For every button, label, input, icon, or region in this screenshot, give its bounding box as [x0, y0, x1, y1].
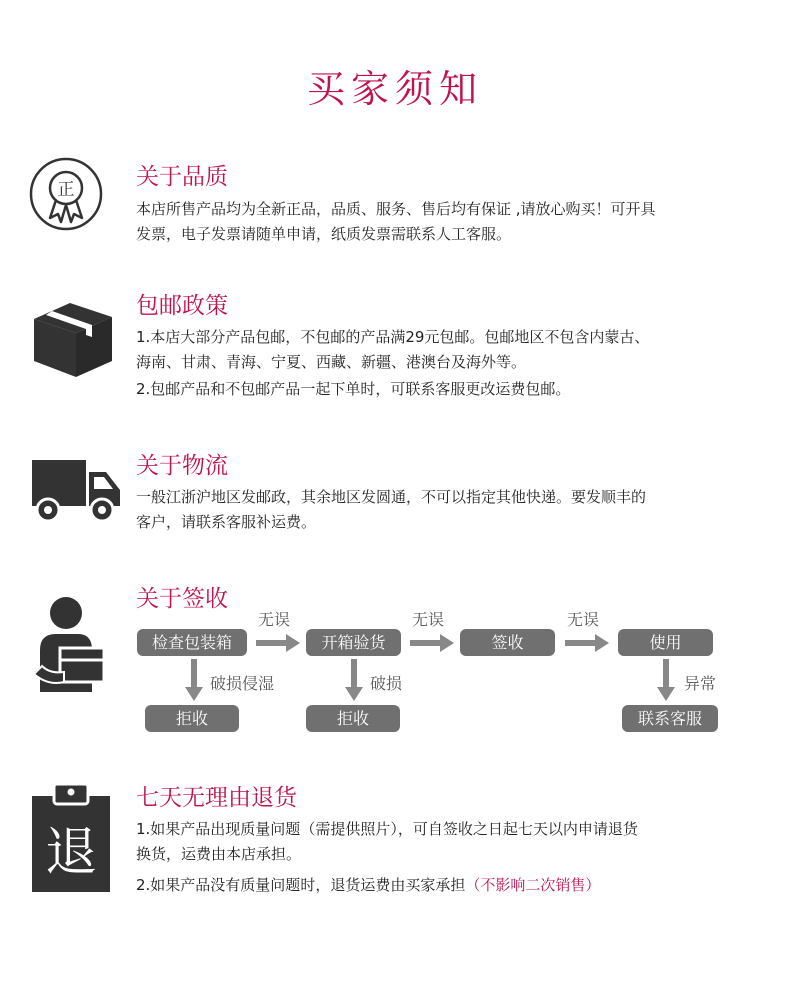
shipping-line-1: 1.本店大部分产品包邮，不包邮的产品满29元包邮。包邮地区不包含内蒙古、	[136, 328, 650, 346]
shipping-text-1	[136, 325, 649, 375]
quality-line-1: 本店所售产品均为全新正品，品质、服务、售后均有保证 ,请放心购买！可开具	[136, 200, 656, 218]
step-check-package: 检查包装箱	[137, 629, 247, 656]
returns-text-1	[136, 817, 638, 867]
package-box-icon	[34, 303, 112, 377]
returns-line-1: 1.如果产品出现质量问题（需提供照片），可自签收之日起七天以内申请退货	[136, 820, 638, 838]
down-arrow-icon	[657, 659, 675, 701]
returns-line-2: 换货，运费由本店承担。	[136, 845, 302, 863]
shipping-text-2: 2.包邮产品和不包邮产品一起下单时，可联系客服更改运费包邮。	[136, 380, 571, 398]
result-contact-service: 联系客服	[622, 705, 718, 732]
shipping-line-2: 海南、甘肃、青海、宁夏、西藏、新疆、港澳台及海外等。	[136, 353, 527, 371]
returns-p2-highlight: （不影响二次销售）	[465, 876, 601, 894]
logistics-text	[136, 485, 646, 535]
right-arrow-icon	[256, 634, 300, 652]
return-clipboard-icon	[32, 782, 110, 892]
quality-text	[136, 197, 656, 247]
step-use: 使用	[618, 629, 713, 656]
returns-text-2	[136, 873, 600, 898]
delivery-truck-icon	[32, 458, 120, 522]
result-reject-1: 拒收	[145, 705, 239, 732]
ok-label-1: 无误	[258, 610, 291, 629]
badge-text: 正	[57, 180, 75, 200]
branch-label-3: 异常	[684, 674, 717, 693]
ok-label-3: 无误	[567, 610, 600, 629]
quality-line-2: 发票，电子发票请随单申请，纸质发票需联系人工客服。	[136, 225, 512, 243]
returns-title: 七天无理由退货	[136, 785, 297, 811]
logistics-line-2: 客户，请联系客服补运费。	[136, 513, 317, 531]
person-carrying-box-icon	[30, 596, 120, 692]
clipboard-text: 退	[44, 823, 98, 883]
branch-label-1: 破损侵湿	[210, 674, 275, 693]
down-arrow-icon	[185, 659, 203, 701]
ok-label-2: 无误	[412, 610, 445, 629]
quality-title: 关于品质	[136, 164, 228, 190]
down-arrow-icon	[345, 659, 363, 701]
right-arrow-icon	[410, 634, 454, 652]
shipping-title: 包邮政策	[136, 293, 228, 319]
logistics-title: 关于物流	[136, 453, 228, 479]
step-inspect-goods: 开箱验货	[306, 629, 401, 656]
right-arrow-icon	[565, 634, 609, 652]
logistics-line-1: 一般江浙沪地区发邮政，其余地区发圆通，不可以指定其他快递。要发顺丰的	[136, 488, 647, 506]
branch-label-2: 破损	[370, 674, 403, 693]
genuine-badge-icon	[28, 156, 104, 240]
result-reject-2: 拒收	[306, 705, 400, 732]
returns-p2: 2.如果产品没有质量问题时，退货运费由买家承担	[136, 876, 466, 894]
step-sign: 签收	[460, 629, 555, 656]
page-title: 买家须知	[306, 67, 483, 111]
receipt-title: 关于签收	[136, 586, 228, 612]
